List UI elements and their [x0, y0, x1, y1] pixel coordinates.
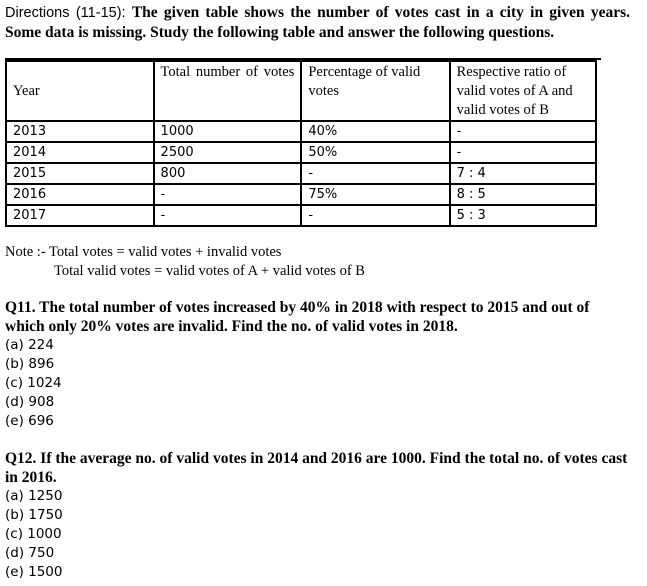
directions-paragraph	[5, 3, 630, 43]
directions-text: The given table shows the number of votes cast in a city in given years. Some data is missing. Study the following table and answer the following questions.	[5, 4, 631, 41]
question-text: Q11. The total number of votes increased by 40% in 2018 with respect to 2015 and out of which only 20% votes are invalid. Find the no. of valid votes in 2018.	[5, 299, 590, 335]
cell-valid-percentage: 40%	[301, 121, 449, 142]
cell-total-votes: -	[154, 184, 302, 205]
cell-year: 2013	[6, 121, 154, 142]
table-row	[6, 121, 596, 142]
option-a: (a) 224	[5, 337, 54, 353]
cell-ratio: -	[450, 121, 596, 142]
header-total-votes	[154, 61, 302, 121]
answer-options	[5, 487, 630, 582]
cell-year: 2014	[6, 142, 154, 163]
cell-year: 2016	[6, 184, 154, 205]
option-d: (d) 908	[5, 394, 55, 410]
cell-total-votes: -	[154, 205, 302, 226]
answer-options	[5, 336, 630, 431]
option-b: (b) 1750	[5, 507, 63, 523]
option-d: (d) 750	[5, 545, 55, 561]
header-valid-percentage: Percentage of valid votes	[301, 61, 449, 121]
cell-ratio: 8 : 5	[450, 184, 596, 205]
header-year: Year	[6, 61, 154, 121]
directions-label: Directions (11-15):	[5, 5, 126, 21]
cell-ratio: 5 : 3	[450, 205, 596, 226]
cell-valid-percentage: -	[301, 205, 449, 226]
question-11	[5, 298, 630, 431]
option-e: (e) 696	[5, 413, 54, 429]
cell-valid-percentage: 75%	[301, 184, 449, 205]
note-line-1: Note :- Total votes = valid votes + invalid votes	[5, 244, 282, 260]
option-e: (e) 1500	[5, 564, 63, 580]
option-a: (a) 1250	[5, 488, 63, 504]
table-row	[6, 184, 596, 205]
cell-valid-percentage: -	[301, 163, 449, 184]
note-line-2: Total valid votes = valid votes of A + valid votes of B	[54, 263, 365, 279]
cell-year: 2015	[6, 163, 154, 184]
cell-valid-percentage: 50%	[301, 142, 449, 163]
header-total-votes-label: Total number of votes	[160, 64, 295, 80]
table-row	[6, 142, 596, 163]
header-ratio: Respective ratio of valid votes of A and valid votes of B	[450, 61, 596, 121]
table-header-row	[6, 61, 596, 121]
table-row	[6, 163, 596, 184]
question-12	[5, 449, 630, 582]
cell-total-votes: 800	[154, 163, 302, 184]
note-block	[5, 243, 365, 281]
cell-ratio: -	[450, 142, 596, 163]
option-b: (b) 896	[5, 356, 55, 372]
cell-year: 2017	[6, 205, 154, 226]
option-c: (c) 1000	[5, 526, 62, 542]
cell-total-votes: 1000	[154, 121, 302, 142]
cell-total-votes: 2500	[154, 142, 302, 163]
question-text: Q12. If the average no. of valid votes in 2014 and 2016 are 1000. Find the total no. of votes cast in 2016.	[5, 450, 628, 486]
votes-table	[5, 60, 597, 227]
cell-ratio: 7 : 4	[450, 163, 596, 184]
table-row	[6, 205, 596, 226]
option-c: (c) 1024	[5, 375, 62, 391]
